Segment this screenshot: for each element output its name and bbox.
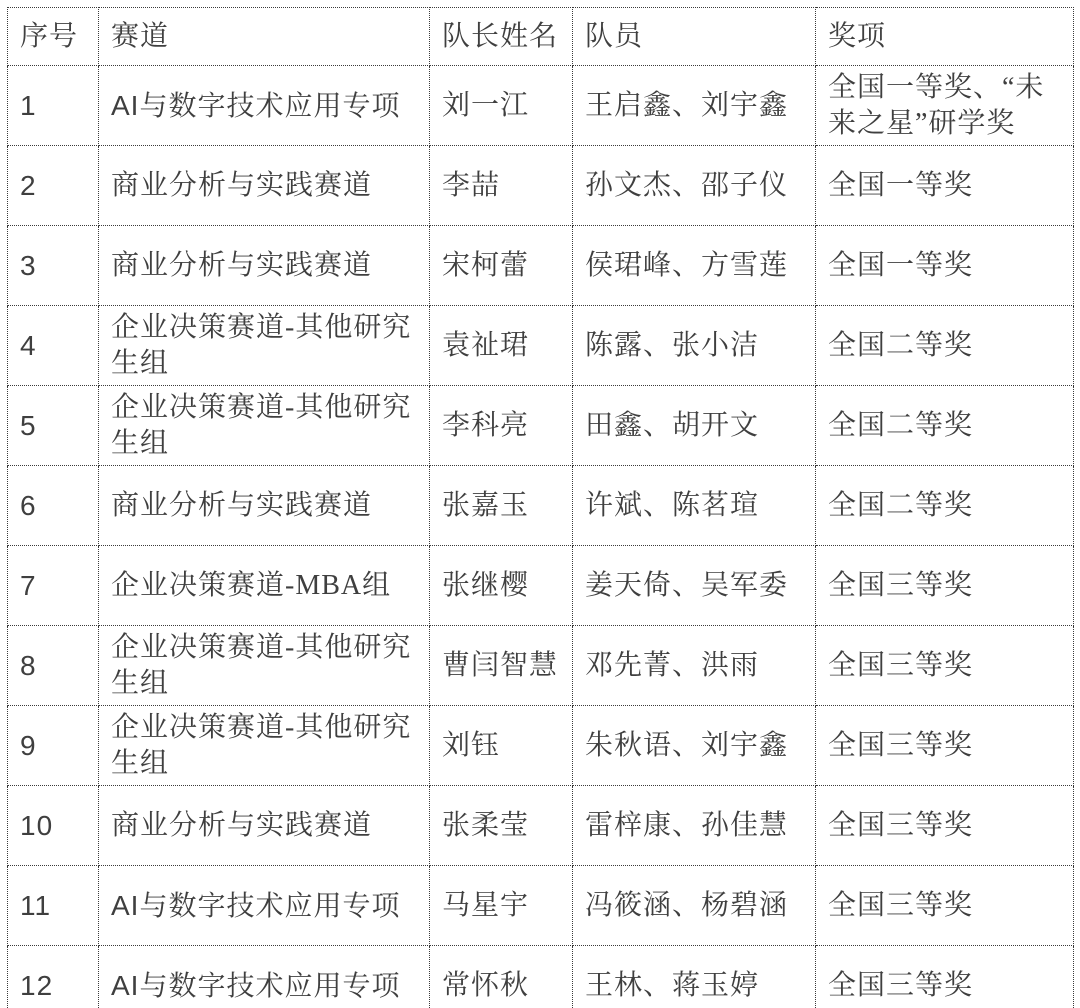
cell-members: 田鑫、胡开文 [573, 386, 816, 466]
cell-captain: 曹闫智慧 [430, 626, 573, 706]
cell-members: 许斌、陈茗瑄 [573, 466, 816, 546]
cell-award: 全国二等奖 [816, 466, 1074, 546]
cell-track: 企业决策赛道-其他研究生组 [99, 386, 430, 466]
cell-award: 全国三等奖 [816, 866, 1074, 946]
table-row [8, 706, 1074, 786]
table-row [8, 466, 1074, 546]
cell-captain: 刘一江 [430, 66, 573, 146]
header-captain: 队长姓名 [430, 8, 573, 66]
cell-members: 侯珺峰、方雪莲 [573, 226, 816, 306]
cell-track: 企业决策赛道-其他研究生组 [99, 306, 430, 386]
cell-track: AI与数字技术应用专项 [99, 866, 430, 946]
cell-captain: 李喆 [430, 146, 573, 226]
cell-no: 5 [8, 386, 99, 466]
cell-members: 雷梓康、孙佳慧 [573, 786, 816, 866]
cell-captain: 张柔莹 [430, 786, 573, 866]
table-row [8, 146, 1074, 226]
cell-award: 全国一等奖、“未来之星”研学奖 [816, 66, 1074, 146]
cell-no: 9 [8, 706, 99, 786]
table-row [8, 386, 1074, 466]
cell-captain: 常怀秋 [430, 946, 573, 1008]
cell-award: 全国二等奖 [816, 306, 1074, 386]
cell-no: 8 [8, 626, 99, 706]
cell-track: 商业分析与实践赛道 [99, 226, 430, 306]
cell-members: 邓先菁、洪雨 [573, 626, 816, 706]
cell-captain: 宋柯蕾 [430, 226, 573, 306]
cell-captain: 马星宇 [430, 866, 573, 946]
header-no: 序号 [8, 8, 99, 66]
header-members: 队员 [573, 8, 816, 66]
cell-track: 商业分析与实践赛道 [99, 146, 430, 226]
table-row [8, 866, 1074, 946]
cell-captain: 李科亮 [430, 386, 573, 466]
cell-members: 孙文杰、邵子仪 [573, 146, 816, 226]
cell-award: 全国三等奖 [816, 946, 1074, 1008]
table-row [8, 786, 1074, 866]
cell-award: 全国三等奖 [816, 626, 1074, 706]
cell-members: 王林、蒋玉婷 [573, 946, 816, 1008]
cell-captain: 张继樱 [430, 546, 573, 626]
table-header-row [8, 8, 1074, 66]
cell-no: 11 [8, 866, 99, 946]
cell-no: 2 [8, 146, 99, 226]
cell-captain: 刘钰 [430, 706, 573, 786]
cell-members: 姜天倚、吴军委 [573, 546, 816, 626]
cell-members: 陈露、张小洁 [573, 306, 816, 386]
award-results-table [7, 7, 1074, 1008]
cell-award: 全国三等奖 [816, 546, 1074, 626]
cell-members: 朱秋语、刘宇鑫 [573, 706, 816, 786]
table-row [8, 546, 1074, 626]
cell-members: 王启鑫、刘宇鑫 [573, 66, 816, 146]
cell-captain: 袁祉珺 [430, 306, 573, 386]
cell-track: 商业分析与实践赛道 [99, 466, 430, 546]
cell-members: 冯筱涵、杨碧涵 [573, 866, 816, 946]
cell-no: 12 [8, 946, 99, 1008]
cell-award: 全国三等奖 [816, 706, 1074, 786]
cell-track: AI与数字技术应用专项 [99, 946, 430, 1008]
header-award: 奖项 [816, 8, 1074, 66]
cell-no: 4 [8, 306, 99, 386]
cell-award: 全国三等奖 [816, 786, 1074, 866]
cell-award: 全国二等奖 [816, 386, 1074, 466]
table-row [8, 226, 1074, 306]
cell-no: 1 [8, 66, 99, 146]
cell-no: 10 [8, 786, 99, 866]
cell-award: 全国一等奖 [816, 146, 1074, 226]
header-track: 赛道 [99, 8, 430, 66]
cell-track: 企业决策赛道-其他研究生组 [99, 706, 430, 786]
table-row [8, 306, 1074, 386]
cell-track: AI与数字技术应用专项 [99, 66, 430, 146]
table-row [8, 66, 1074, 146]
cell-captain: 张嘉玉 [430, 466, 573, 546]
table-row [8, 946, 1074, 1008]
cell-track: 企业决策赛道-MBA组 [99, 546, 430, 626]
cell-track: 企业决策赛道-其他研究生组 [99, 626, 430, 706]
cell-no: 6 [8, 466, 99, 546]
cell-no: 3 [8, 226, 99, 306]
cell-award: 全国一等奖 [816, 226, 1074, 306]
table-row [8, 626, 1074, 706]
cell-no: 7 [8, 546, 99, 626]
cell-track: 商业分析与实践赛道 [99, 786, 430, 866]
